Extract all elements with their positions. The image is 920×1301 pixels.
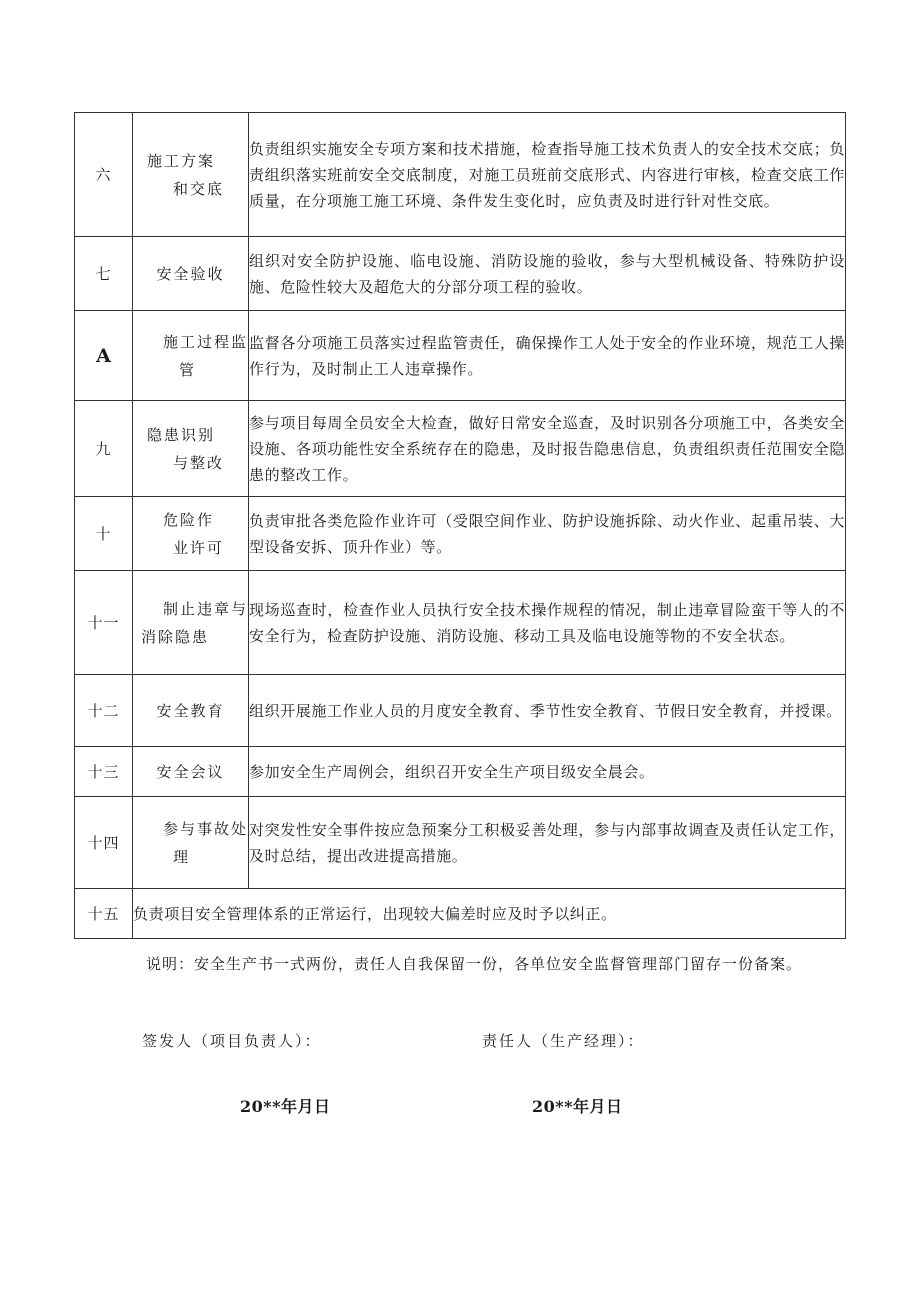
table-row	[75, 747, 846, 797]
row-item-line: 参与事故处	[163, 819, 249, 838]
row-description: 监督各分项施工员落实过程监管责任，确保操作工人处于安全的作业环境，规范工人操作行为，及时制止工人违章操作。	[249, 311, 846, 401]
row-number: A	[75, 311, 133, 401]
row-number: 十	[75, 497, 133, 571]
row-item-line: 安全验收	[156, 264, 225, 283]
row-number: 七	[75, 237, 133, 311]
row-number: 十三	[75, 747, 133, 797]
row-description: 负责组织实施安全专项方案和技术措施，检查指导施工技术负责人的安全技术交底；负责组织落实班前安全交底制度，对施工员班前交底形式、内容进行审核，检查交底工作质量，在分项施工施工环境、条件发生变化时，应负责及时进行针对性交底。	[249, 113, 846, 237]
row-number: 十五	[75, 889, 133, 939]
row-item	[133, 797, 249, 889]
row-item	[133, 571, 249, 675]
responsibility-table	[74, 112, 846, 939]
row-item	[133, 113, 249, 237]
note-text: 说明：安全生产书一式两份，责任人自我保留一份，各单位安全监督管理部门留存一份备案。	[146, 955, 803, 973]
row-item-line: 与整改	[173, 453, 225, 472]
table-row	[75, 497, 846, 571]
row-description: 组织对安全防护设施、临电设施、消防设施的验收，参与大型机械设备、特殊防护设施、危险性较大及超危大的分部分项工程的验收。	[249, 237, 846, 311]
row-description: 组织开展施工作业人员的月度安全教育、季节性安全教育、节假日安全教育，并授课。	[249, 675, 846, 747]
row-item-line: 隐患识别	[147, 425, 216, 444]
table-row	[75, 675, 846, 747]
table-row	[75, 889, 846, 939]
row-item-line: 施工过程监	[163, 332, 249, 351]
row-number: 十二	[75, 675, 133, 747]
row-item-line: 业许可	[173, 538, 225, 557]
issuer-date: 20**年月日	[240, 1097, 331, 1116]
row-item	[133, 237, 249, 311]
responsible-signature-label: 责任人（生产经理）：	[482, 1032, 645, 1050]
row-description: 负责审批各类危险作业许可（受限空间作业、防护设施拆除、动火作业、起重吊装、大型设备安拆、顶升作业）等。	[249, 497, 846, 571]
table-row	[75, 237, 846, 311]
row-number: 六	[75, 113, 133, 237]
issuer-signature-label: 签发人（项目负责人）：	[142, 1032, 322, 1050]
row-item	[133, 747, 249, 797]
table-row	[75, 797, 846, 889]
row-item-line: 理	[173, 847, 191, 866]
row-item	[133, 497, 249, 571]
row-description: 负责项目安全管理体系的正常运行，出现较大偏差时应及时予以纠正。	[133, 889, 846, 939]
row-item-line: 危险作	[163, 510, 215, 529]
row-item-line: 施工方案	[147, 151, 216, 170]
row-description: 对突发性安全事件按应急预案分工积极妥善处理，参与内部事故调查及责任认定工作，及时总结，提出改进提高措施。	[249, 797, 846, 889]
table-row	[75, 113, 846, 237]
row-item-line: 安全会议	[156, 762, 225, 781]
row-item-line: 消除隐患	[141, 627, 210, 646]
row-item	[133, 401, 249, 497]
table-row	[75, 571, 846, 675]
table-row	[75, 401, 846, 497]
row-number: 十一	[75, 571, 133, 675]
table-row	[75, 311, 846, 401]
row-item-line: 和交底	[173, 179, 225, 198]
row-description: 参与项目每周全员安全大检查，做好日常安全巡查，及时识别各分项施工中，各类安全设施、各项功能性安全系统存在的隐患，及时报告隐患信息，负责组织责任范围安全隐患的整改工作。	[249, 401, 846, 497]
row-description: 现场巡查时，检查作业人员执行安全技术操作规程的情况，制止违章冒险蛮干等人的不安全行为，检查防护设施、消防设施、移动工具及临电设施等物的不安全状态。	[249, 571, 846, 675]
row-number: 九	[75, 401, 133, 497]
row-item	[133, 311, 249, 401]
row-item	[133, 675, 249, 747]
row-item-line: 管	[179, 360, 197, 379]
responsible-date: 20**年月日	[532, 1097, 623, 1116]
row-item-line: 安全教育	[156, 701, 225, 720]
row-number: 十四	[75, 797, 133, 889]
row-item-line: 制止违章与	[163, 599, 249, 618]
row-description: 参加安全生产周例会，组织召开安全生产项目级安全晨会。	[249, 747, 846, 797]
